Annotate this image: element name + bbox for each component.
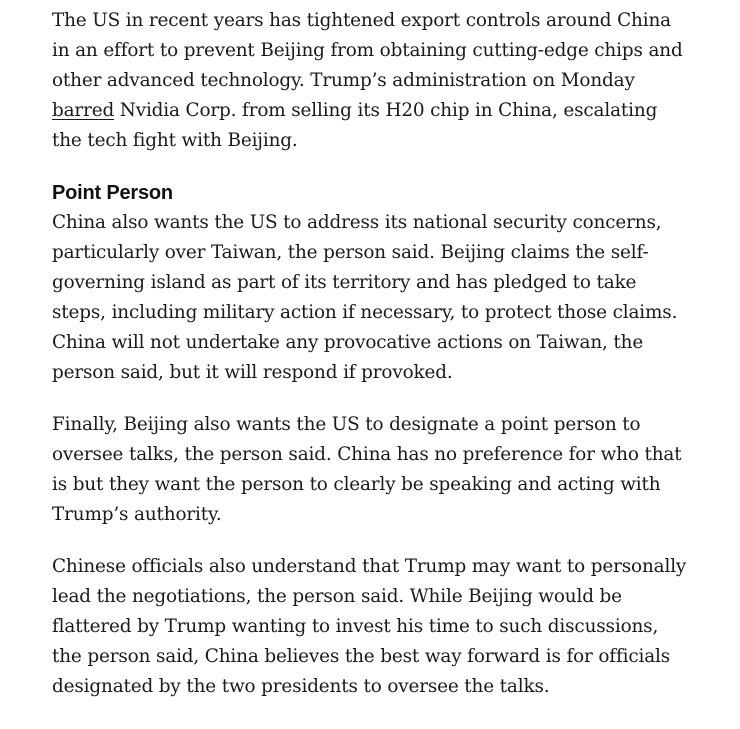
paragraph-text: Nvidia Corp. from selling its H20 chip in China, escalating the tech fight with Beijing. [52, 100, 658, 151]
paragraph-text: The US in recent years has tightened export controls around China in an effort to prevent Beijing from obtaining cutting-edge chips and other advanced technology. Trump’s administration on Monday [52, 10, 683, 91]
paragraph-point-person: Finally, Beijing also wants the US to designate a point person to oversee talks, the person said. China has no preference for who that is but they want the person to clearly be speaking and acting with Trump’s authority. [52, 414, 682, 525]
barred-link[interactable]: barred [52, 100, 115, 121]
paragraph-negotiations: Chinese officials also understand that Trump may want to personally lead the negotiations, the person said. While Beijing would be flattered by Trump wanting to invest his time to such discussions, the person said, China believes the best way forward is for officials designated by the two presidents to oversee the talks. [52, 556, 687, 697]
article-body [52, 6, 692, 724]
paragraph-export-controls [52, 6, 692, 156]
section-heading: Point Person [52, 182, 173, 204]
paragraph-security-concerns: China also wants the US to address its national security concerns, particularly over Taiwan, the person said. Beijing claims the self-governing island as part of its territory and has pledged to take steps, including military action if necessary, to protect those claims. China will not undertake any provocative actions on Taiwan, the person said, but it will respond if provoked. [52, 212, 678, 383]
